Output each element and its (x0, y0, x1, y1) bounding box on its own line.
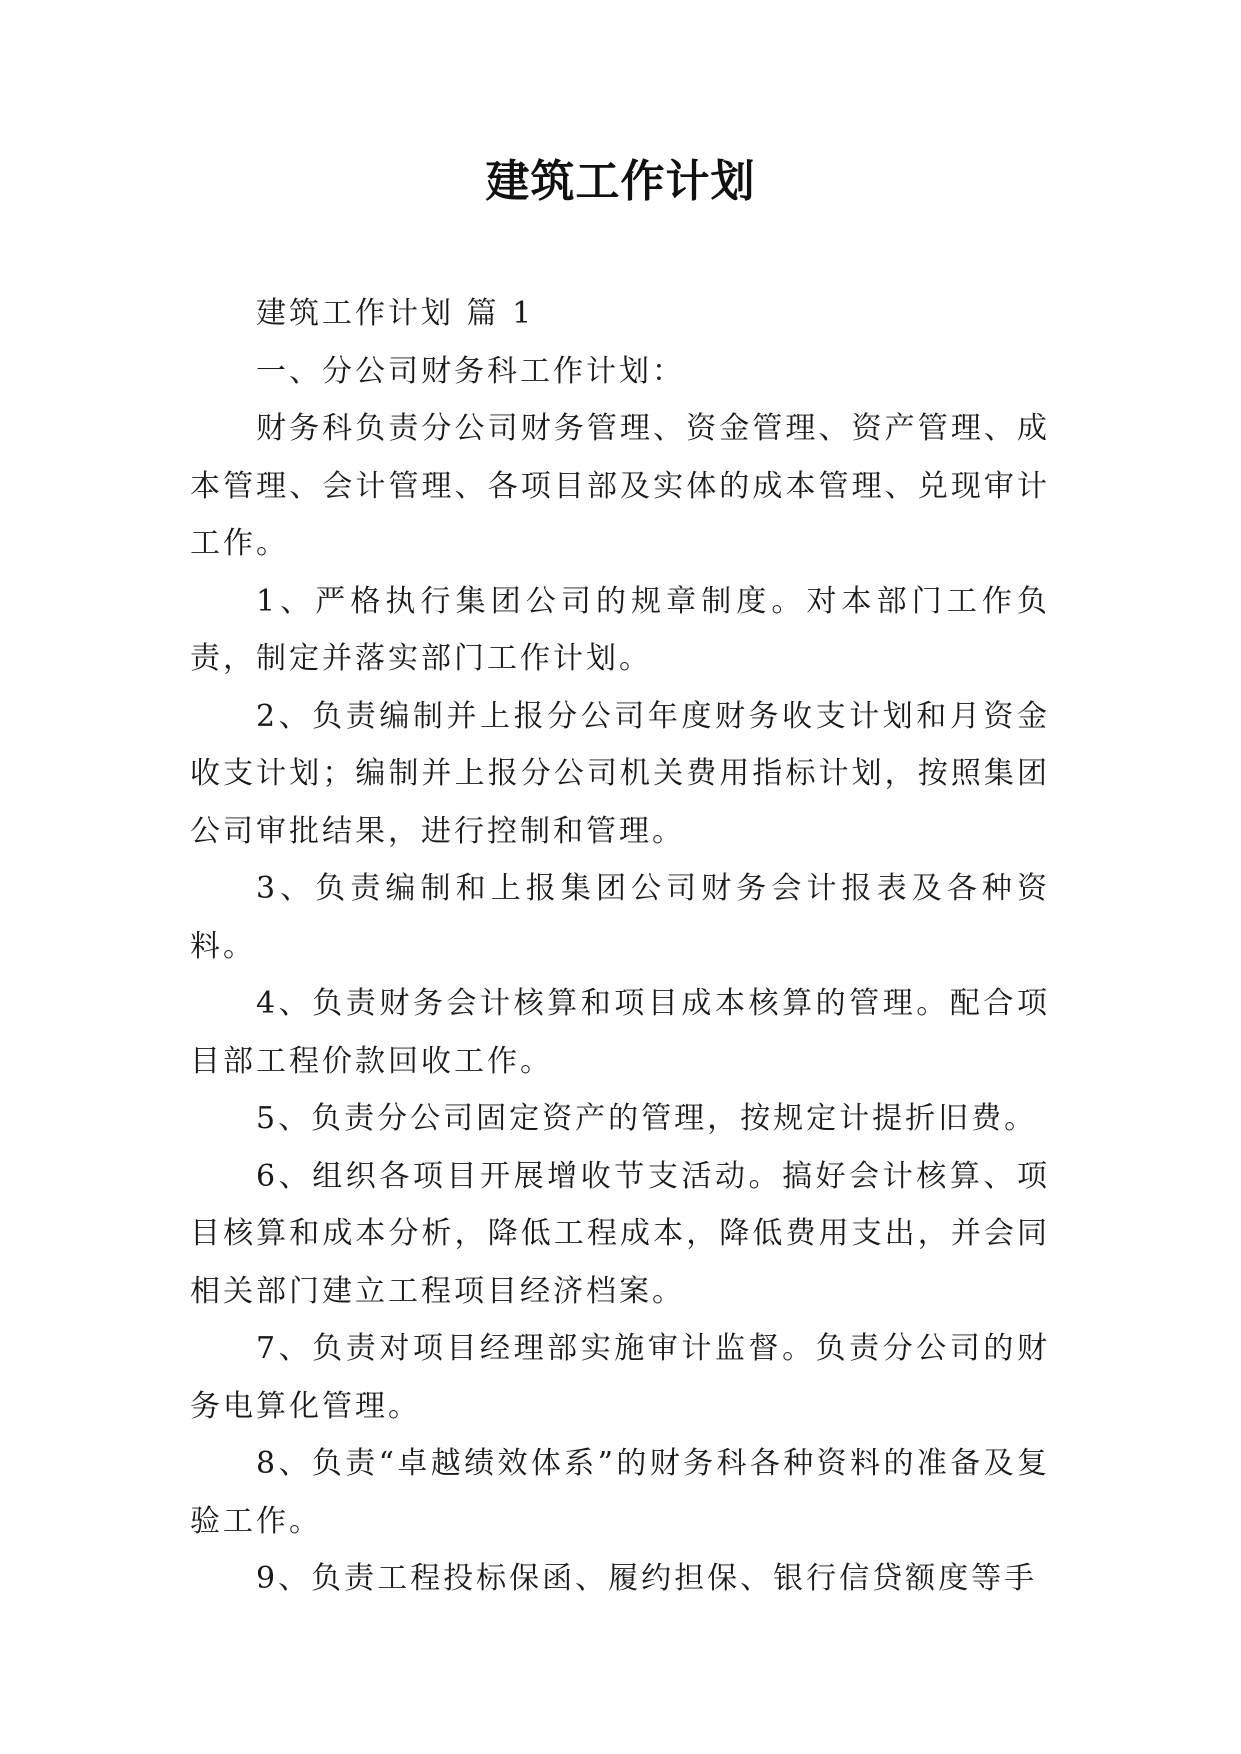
paragraph-section-title: 一、分公司财务科工作计划： (256, 353, 685, 389)
paragraph-item-7: 7、负责对项目经理部实施审计监督。负责分公司的财务电算化管理。 (190, 1331, 1050, 1424)
paragraph-item-9: 9、负责工程投标保函、履约担保、银行信贷额度等手 (256, 1561, 1038, 1596)
paragraph-item-2: 2、负责编制并上报分公司年度财务收支计划和月资金收支计划；编制并上报分公司机关费用指标计划，按照集团公司审批结果，进行控制和管理。 (190, 698, 1050, 849)
paragraph-item-1: 1、严格执行集团公司的规章制度。对本部门工作负责，制定并落实部门工作计划。 (190, 583, 1050, 676)
document-title: 建筑工作计划 (485, 156, 756, 207)
paragraph-item-6: 6、组织各项目开展增收节支活动。搞好会计核算、项目核算和成本分析，降低工程成本，降低费用支出，并会同相关部门建立工程项目经济档案。 (190, 1158, 1050, 1309)
paragraph-item-5: 5、负责分公司固定资产的管理，按规定计提折旧费。 (256, 1101, 1038, 1136)
paragraph-item-3: 3、负责编制和上报集团公司财务会计报表及各种资料。 (190, 871, 1050, 964)
document-body (190, 285, 1050, 1608)
paragraph-item-4: 4、负责财务会计核算和项目成本核算的管理。配合项目部工程价款回收工作。 (190, 986, 1050, 1079)
paragraph-item-8: 8、负责“卓越绩效体系”的财务科各种资料的准备及复验工作。 (190, 1446, 1050, 1539)
paragraph-heading: 建筑工作计划 篇 1 (256, 296, 535, 331)
paragraph-intro: 财务科负责分公司财务管理、资金管理、资产管理、成本管理、会计管理、各项目部及实体的成本管理、兑现审计工作。 (190, 411, 1050, 561)
